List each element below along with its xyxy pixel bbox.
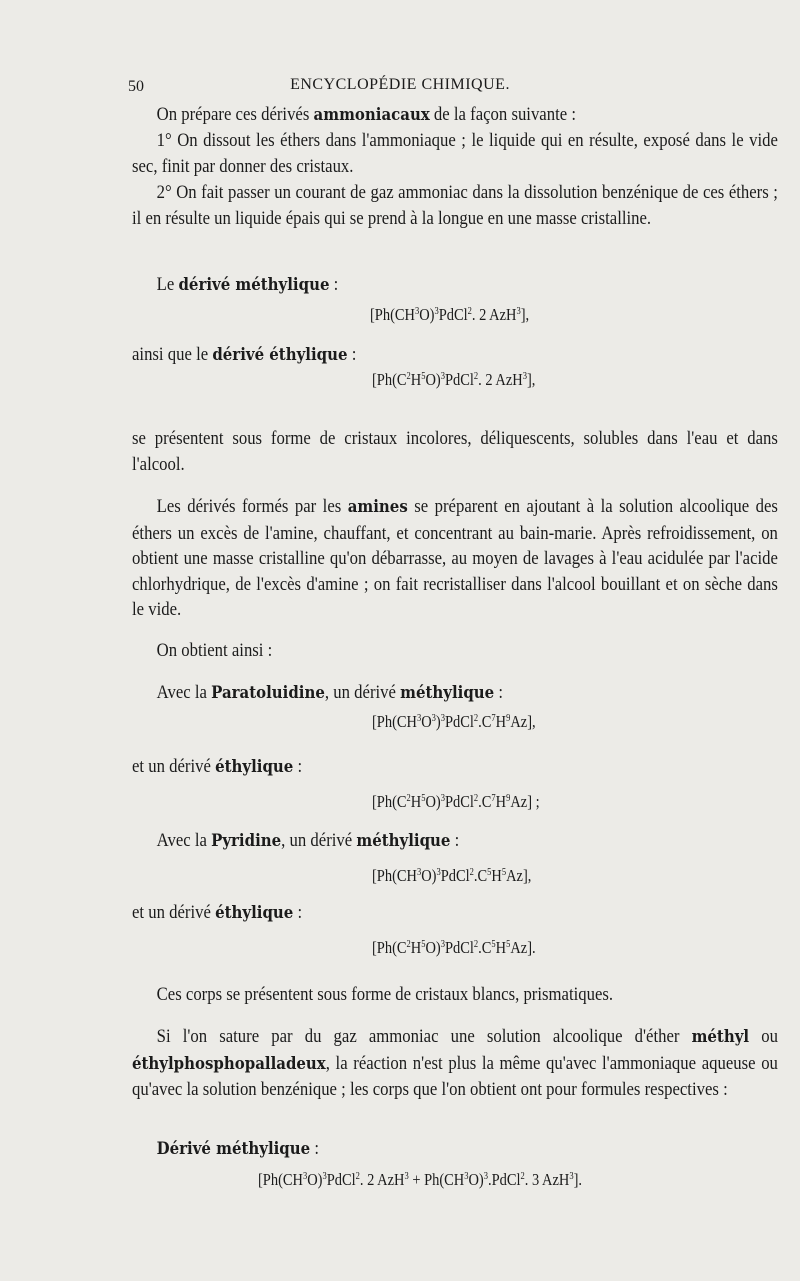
paragraph-properties: se présentent sous forme de cristaux incolores, déliquescents, solubles dans l'eau et dans l'alcool. <box>132 428 778 475</box>
paragraph-saturation: Si l'on sature par du gaz ammoniac une solution alcoolique d'éther méthyl ou éthylphosphopalladeux, la réaction n'est plus la même qu'avec l'ammoniaque aqueuse ou qu'avec la solution benzénique ; les corps que l'on obtient ont pour formules respectives : <box>132 1026 778 1100</box>
paragraph-amines: Les dérivés formés par les amines se préparent en ajoutant à la solution alcoolique des éthers un excès de l'amine, chauffant, et concentrant au bain-marie. Après refroidissement, on obtient une masse cristalline qu'on débarrasse, au moyen de lavages à l'eau acidulée par l'acide chlorhydrique, de l'excès d'amine ; on fait recristalliser dans l'alcool bouillant et on sèche dans le vide. <box>132 496 778 620</box>
formula-final: [$Ph(CH^3O)^3PdCl^2$. 2 $AzH^3 + Ph(CH^3O)^3.PdCl^2$. 3 AzH$^3$]. <box>258 1170 583 1189</box>
paragraph-method-2: 2° On fait passer un courant de gaz ammoniac dans la dissolution benzénique de ces éthers ; il en résulte un liquide épais qui se prend à la longue en une masse cristalline. <box>132 182 778 229</box>
paragraph-final-methyl: Dérivé méthylique : <box>156 1138 319 1159</box>
paragraph-paratoluidine: Avec la Paratoluidine, un dérivé méthylique : <box>156 682 504 703</box>
formula-paratoluidine-ethyl: $[Ph(C^2H^5O)^3PdCl^2.C^7H^9Az]$ ; <box>372 792 540 811</box>
paragraph-pyridine: Avec la Pyridine, un dérivé méthylique : <box>156 830 460 851</box>
formula-paratoluidine-methyl: $[Ph(CH^3O^3)^3PdCl^2.C^7H^9Az]$, <box>372 712 536 731</box>
paragraph-method-1: 1° On dissout les éthers dans l'ammoniaque ; le liquide qui en résulte, exposé dans le vide sec, finit par donner des cristaux. <box>132 130 778 177</box>
formula-pyridine-methyl: $[Ph(CH^3O)^3PdCl^2.C^5H^5Az]$, <box>372 866 532 885</box>
formula-methyl: [$Ph(CH^3O)^3PdCl^2$. 2 AzH$^3$], <box>370 305 530 324</box>
paragraph-crystals: Ces corps se présentent sous forme de cristaux blancs, prismatiques. <box>156 984 614 1005</box>
paragraph-pyridine-ethyl: et un dérivé éthylique : <box>132 902 303 923</box>
paragraph-obtained: On obtient ainsi : <box>156 640 273 661</box>
formula-pyridine-ethyl: $[Ph(C^2H^5O)^3PdCl^2.C^5H^5Az]$. <box>372 938 536 957</box>
paragraph-paratoluidine-ethyl: et un dérivé éthylique : <box>132 756 303 777</box>
paragraph-ethyl-derivative: ainsi que le dérivé éthylique : <box>132 344 357 365</box>
paragraph-methyl-derivative: Le dérivé méthylique : <box>156 274 339 295</box>
page-number: 50 <box>128 78 144 95</box>
formula-ethyl: [$Ph(C^2H^5O)^3PdCl^2$. 2 AzH$^3$], <box>372 370 536 389</box>
paragraph-intro: On prépare ces dérivés ammoniacaux de la façon suivante : <box>156 104 576 125</box>
running-title: ENCYCLOPÉDIE CHIMIQUE. <box>290 76 510 93</box>
